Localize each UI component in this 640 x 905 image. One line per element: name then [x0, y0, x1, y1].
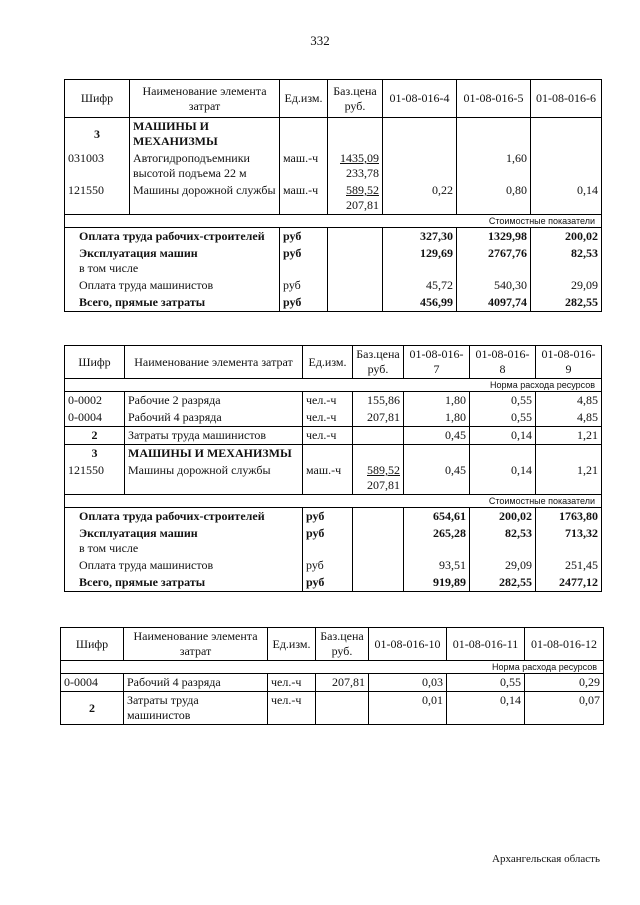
section-title: МАШИНЫ И МЕХАНИЗМЫ: [125, 445, 303, 463]
header-unit: Ед.изм.: [303, 346, 353, 379]
header-col-3: 01-08-016-6: [531, 80, 602, 118]
table-row: 2 Затраты труда машинистов чел.-ч 0,01 0,14 0,07: [61, 692, 604, 725]
grand-total-row: Всего, прямые затраты руб 919,89 282,55 2477,12: [65, 574, 602, 592]
header-code: Шифр: [61, 628, 124, 661]
norm-caption: Норма расхода ресурсов: [65, 379, 602, 392]
table-row: 031003 Автогидроподъемники высотой подъема 22 м маш.-ч 1435,09 233,78 1,60: [65, 150, 602, 182]
cost-caption: Стоимостные показатели: [65, 495, 602, 508]
header-unit: Ед.изм.: [280, 80, 328, 118]
total-row: Оплата труда рабочих-строителей руб 654,61 200,02 1763,80: [65, 508, 602, 526]
header-col-1: 01-08-016-7: [404, 346, 470, 379]
header-col-1: 01-08-016-4: [383, 80, 457, 118]
table-row: 0-0002 Рабочие 2 разряда чел.-ч 155,86 1,80 0,55 4,85: [65, 392, 602, 410]
header-code: Шифр: [65, 80, 130, 118]
header-col-2: 01-08-016-5: [457, 80, 531, 118]
header-price: Баз.цена руб.: [316, 628, 369, 661]
total-row: Эксплуатация машин в том числе руб 129,69 2767,76 82,53: [65, 245, 602, 277]
header-price: Баз.цена руб.: [328, 80, 383, 118]
total-row: Оплата труда машинистов руб 45,72 540,30 29,09: [65, 277, 602, 294]
header-price: Баз.цена руб.: [353, 346, 404, 379]
header-col-3: 01-08-016-12: [525, 628, 604, 661]
section-code: 3: [65, 118, 130, 151]
header-col-2: 01-08-016-8: [470, 346, 536, 379]
header-name: Наименование элемента затрат: [124, 628, 268, 661]
table-row: 121550 Машины дорожной службы маш.-ч 589,52 207,81 0,45 0,14 1,21: [65, 462, 602, 495]
grand-total-row: Всего, прямые затраты руб 456,99 4097,74 282,55: [65, 294, 602, 312]
table-row: 121550 Машины дорожной службы маш.-ч 589,52 207,81 0,22 0,80 0,14: [65, 182, 602, 215]
section-code: 3: [65, 445, 125, 463]
section-row: [65, 445, 602, 463]
cost-table-2: [64, 345, 602, 592]
cost-table-1: [64, 79, 602, 312]
norm-caption: Норма расхода ресурсов: [61, 661, 604, 674]
header-col-2: 01-08-016-11: [447, 628, 525, 661]
header-unit: Ед.изм.: [268, 628, 316, 661]
section-row: [65, 118, 602, 151]
table-row: 2 Затраты труда машинистов чел.-ч 0,45 0,14 1,21: [65, 427, 602, 445]
cost-caption: Стоимостные показатели: [65, 215, 602, 228]
header-name: Наименование элемента затрат: [130, 80, 280, 118]
page-number: 332: [310, 33, 330, 48]
table-row: 0-0004 Рабочий 4 разряда чел.-ч 207,81 0,03 0,55 0,29: [61, 674, 604, 692]
table-row: 0-0004 Рабочий 4 разряда чел.-ч 207,81 1,80 0,55 4,85: [65, 409, 602, 427]
section-title: МАШИНЫ И МЕХАНИЗМЫ: [130, 118, 280, 151]
total-row: Эксплуатация машин в том числе руб 265,28 82,53 713,32: [65, 525, 602, 557]
region-footer: Архангельская область: [492, 853, 600, 865]
total-row: Оплата труда рабочих-строителей руб 327,30 1329,98 200,02: [65, 228, 602, 246]
header-col-3: 01-08-016-9: [536, 346, 602, 379]
total-row: Оплата труда машинистов руб 93,51 29,09 251,45: [65, 557, 602, 574]
header-col-1: 01-08-016-10: [369, 628, 447, 661]
cost-table-3: [60, 627, 604, 725]
header-code: Шифр: [65, 346, 125, 379]
header-name: Наименование элемента затрат: [125, 346, 303, 379]
